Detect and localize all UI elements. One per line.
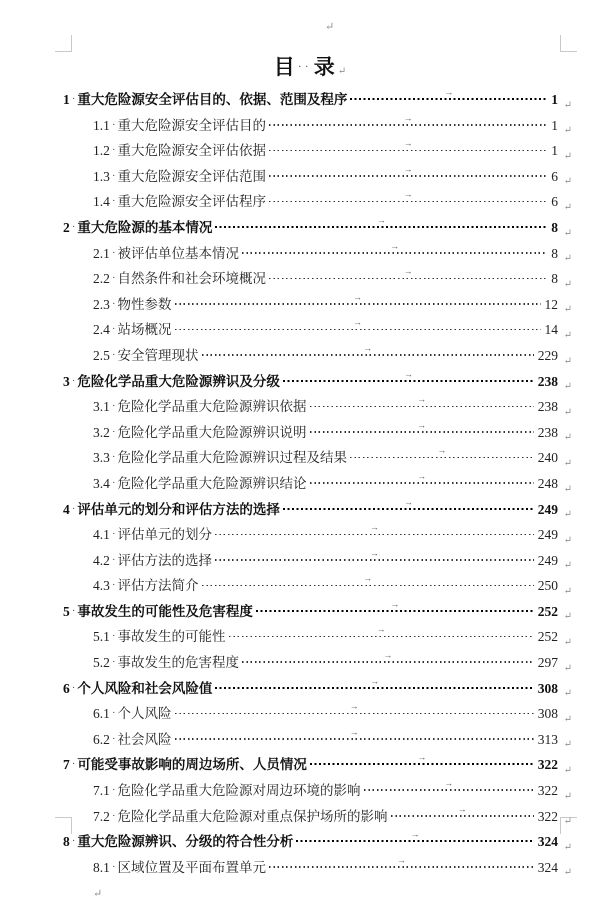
paragraph-mark-icon: ↵: [563, 585, 572, 597]
toc-page-number: 14: [544, 322, 558, 338]
toc-entry[interactable]: [63, 368, 572, 396]
toc-entry-number: 2.1: [93, 245, 110, 261]
space-dot-mark: ·: [111, 118, 116, 131]
paragraph-mark-icon: ↵: [563, 765, 572, 777]
dot-leader-line: [283, 508, 534, 510]
toc-page-number: 308: [537, 706, 558, 722]
toc-entry-number: 6: [63, 680, 70, 696]
toc-entry-label: [93, 574, 199, 600]
space-dot-mark: ·: [111, 809, 116, 822]
tab-mark-icon: →: [403, 163, 413, 174]
toc-entry[interactable]: [63, 803, 572, 831]
toc-entry-label: [93, 190, 266, 216]
toc-entry-number: 7.1: [93, 783, 110, 799]
paragraph-mark-icon: ↵: [563, 253, 572, 265]
toc-entry-label: [63, 370, 280, 396]
tab-mark-icon: →: [410, 829, 420, 840]
space-dots-mark: ··: [297, 59, 312, 73]
tab-mark-icon: →: [417, 752, 427, 763]
space-dot-mark: ·: [111, 707, 116, 720]
space-dot-mark: ·: [111, 348, 116, 361]
toc-entry-number: 7: [63, 757, 70, 773]
dot-leader-line: [215, 687, 533, 689]
paragraph-mark-icon: ↵: [563, 201, 572, 213]
toc-entry-text: 重大危险源安全评估程序: [117, 194, 267, 210]
toc-entry[interactable]: [63, 547, 572, 575]
toc-entry-number: 4.2: [93, 552, 110, 568]
toc-entry-text: 评估单元的划分和评估方法的选择: [77, 501, 280, 517]
dot-leader-line: [310, 763, 534, 765]
toc-entry[interactable]: [63, 163, 572, 191]
toc-entry[interactable]: [63, 470, 572, 498]
toc-entry[interactable]: [63, 317, 572, 344]
toc-entry-label: [93, 549, 212, 575]
paragraph-mark-icon: ↵: [563, 329, 572, 341]
toc-entry-label: [63, 677, 212, 703]
paragraph-mark-icon: ↵: [563, 611, 572, 623]
space-dot-mark: ·: [111, 476, 116, 489]
toc-entry-text: 事故发生的可能性: [117, 629, 226, 645]
toc-page-number: 12: [544, 296, 558, 312]
toc-entry-text: 危险化学品重大危险源对重点保护场所的影响: [117, 808, 388, 824]
toc-entry[interactable]: [63, 419, 572, 447]
toc-page-number: 322: [537, 783, 558, 799]
toc-entry-label: [93, 779, 361, 805]
tab-mark-icon: →: [390, 598, 400, 609]
toc-entry-label: [63, 216, 212, 242]
dot-leader-line: [269, 150, 547, 152]
toc-page-number: 1: [551, 92, 558, 107]
toc-entry[interactable]: [63, 701, 572, 728]
toc-entry-number: 5.1: [93, 629, 110, 645]
paragraph-mark-icon: ↵: [563, 841, 572, 853]
toc-entry-text: 危险化学品重大危险源辨识依据: [117, 399, 307, 415]
toc-entry-label: [63, 600, 253, 626]
toc-entry-number: 4.1: [93, 527, 110, 543]
toc-entry-label: [63, 498, 280, 524]
paragraph-mark-icon: ↵: [563, 662, 572, 674]
paragraph-mark-icon: ↵: [563, 560, 572, 572]
toc-entry-text: 危险化学品重大危险源辨识及分级: [77, 373, 280, 389]
toc-entry-number: 8: [63, 834, 70, 850]
space-dot-mark: ·: [71, 502, 76, 515]
dot-leader-line: [215, 534, 534, 536]
paragraph-mark-icon: ↵: [93, 888, 103, 901]
toc-page-number: 249: [537, 552, 558, 568]
toc-entry-number: 7.2: [93, 808, 110, 824]
toc-page-number: 238: [537, 373, 558, 389]
dot-leader-line: [283, 380, 534, 382]
dot-leader-line: [175, 738, 534, 740]
toc-entry-text: 重大危险源辨识、分级的符合性分析: [77, 834, 294, 850]
tab-mark-icon: →: [444, 87, 454, 97]
toc-entry-text: 评估方法简介: [117, 578, 199, 594]
paragraph-mark-icon: ↵: [563, 534, 572, 546]
paragraph-mark-icon: ↵: [563, 790, 572, 802]
toc-entry[interactable]: [63, 650, 572, 677]
tab-mark-icon: →: [369, 522, 379, 533]
toc-entry-number: 8.1: [93, 859, 110, 875]
toc-entry-number: 4.3: [93, 578, 110, 594]
toc-entry-label: [93, 805, 388, 831]
document-page: [63, 50, 572, 907]
toc-entry[interactable]: [63, 342, 572, 370]
toc-entry-number: 6.1: [93, 706, 110, 722]
dot-leader-line: [202, 354, 534, 356]
dot-leader-line: [310, 406, 534, 408]
toc-page-number: 252: [537, 603, 558, 619]
toc-entry-number: 2.2: [93, 271, 110, 287]
toc-entry-text: 社会风险: [117, 731, 172, 747]
toc-page-number: 238: [537, 424, 558, 440]
dot-leader-line: [391, 815, 534, 817]
toc-entry-label: [93, 472, 307, 498]
tab-mark-icon: →: [403, 368, 413, 379]
toc-entry[interactable]: [63, 778, 572, 805]
toc-entry-number: 2.4: [93, 322, 110, 338]
toc-entry[interactable]: [63, 214, 572, 242]
toc-page-number: 8: [551, 271, 558, 287]
dot-leader-line: [269, 866, 534, 868]
toc-entry[interactable]: [63, 829, 572, 856]
tab-mark-icon: →: [376, 214, 386, 225]
toc-entry-number: 3.3: [93, 450, 110, 466]
space-dot-mark: ·: [111, 860, 116, 873]
toc-entry-label: [93, 318, 172, 344]
toc-entry-label: [93, 421, 307, 447]
toc-entry-number: 3.1: [93, 399, 110, 415]
toc-entry[interactable]: [63, 189, 572, 216]
toc-list: [63, 87, 572, 881]
paragraph-mark-icon: ↵: [563, 406, 572, 418]
toc-entry-label: [93, 446, 347, 472]
tab-mark-icon: →: [417, 419, 427, 430]
toc-page-number: 324: [537, 834, 558, 850]
toc-entry-label: [93, 856, 266, 882]
tab-mark-icon: →: [353, 291, 363, 302]
dot-leader-line: [215, 226, 547, 228]
toc-entry-text: 区域位置及平面布置单元: [117, 859, 267, 875]
toc-entry-number: 3: [63, 373, 70, 389]
toc-entry-label: [93, 625, 226, 651]
space-dot-mark: ·: [111, 195, 116, 208]
tab-mark-icon: →: [437, 445, 447, 456]
toc-entry-label: [93, 293, 172, 319]
toc-entry-number: 3.4: [93, 475, 110, 491]
tab-mark-icon: →: [349, 701, 359, 712]
toc-title[interactable]: [63, 50, 558, 88]
toc-entry-text: 评估方法的选择: [117, 552, 213, 568]
paragraph-mark-icon: ↵: [563, 457, 572, 469]
toc-entry-text: 重大危险源安全评估依据: [117, 143, 267, 159]
toc-entry-text: 重大危险源安全评估范围: [117, 168, 267, 184]
space-dot-mark: ·: [111, 323, 116, 336]
dot-leader-line: [229, 636, 534, 638]
toc-entry-label: [63, 830, 293, 856]
paragraph-mark-icon: ↵: [563, 509, 572, 521]
toc-entry-label: [93, 523, 212, 549]
toc-entry[interactable]: [63, 726, 572, 754]
toc-title-right: 录: [313, 55, 336, 79]
toc-entry-label: [93, 728, 172, 754]
tab-mark-icon: →: [403, 266, 413, 277]
toc-page-number: 249: [537, 527, 558, 543]
tab-mark-icon: →: [403, 112, 413, 123]
dot-leader-line: [175, 303, 541, 305]
toc-entry-text: 个人风险和社会风险值: [77, 680, 213, 696]
paragraph-mark-icon: ↵: [563, 150, 572, 162]
toc-entry[interactable]: [63, 675, 572, 703]
tab-mark-icon: →: [403, 138, 413, 149]
tab-mark-icon: →: [417, 394, 427, 405]
dot-leader-line: [202, 585, 534, 587]
toc-entry-label: [93, 165, 266, 191]
toc-page-number: 240: [537, 450, 558, 466]
tab-mark-icon: →: [349, 726, 359, 737]
toc-entry-number: 2.5: [93, 347, 110, 363]
toc-entry-label: [63, 753, 307, 779]
toc-page-number: 229: [537, 347, 558, 363]
toc-entry-label: [93, 267, 266, 293]
paragraph-mark-icon: ↵: [563, 278, 572, 290]
tab-mark-icon: →: [353, 317, 363, 328]
toc-entry[interactable]: [63, 138, 572, 165]
toc-entry-label: [93, 651, 239, 677]
toc-title-left: 目: [273, 55, 296, 79]
toc-entry-text: 物性参数: [117, 296, 172, 312]
toc-entry-text: 个人风险: [117, 706, 172, 722]
tab-mark-icon: →: [390, 240, 400, 251]
toc-entry-number: 1.2: [93, 143, 110, 159]
paragraph-mark-icon: ↵: [563, 432, 572, 444]
toc-page-number: 248: [537, 475, 558, 491]
toc-page-number: 249: [537, 501, 558, 517]
toc-entry-text: 被评估单位基本情况: [117, 245, 240, 261]
toc-entry-label: [93, 702, 172, 728]
space-dot-mark: ·: [111, 297, 116, 310]
tab-mark-icon: →: [396, 854, 406, 865]
space-dot-mark: ·: [111, 656, 116, 669]
toc-entry[interactable]: [63, 752, 572, 779]
paragraph-mark-icon: ↵: [563, 304, 572, 316]
toc-entry-number: 2: [63, 219, 70, 235]
toc-entry-number: 5: [63, 603, 70, 619]
paragraph-mark-icon: ↵: [563, 99, 572, 111]
toc-page-number: 6: [551, 168, 558, 184]
toc-entry-number: 4: [63, 501, 70, 517]
paragraph-mark-icon: ↵: [563, 713, 572, 725]
toc-entry-number: 3.2: [93, 424, 110, 440]
space-dot-mark: ·: [111, 272, 116, 285]
space-dot-mark: ·: [111, 528, 116, 541]
toc-entry[interactable]: [63, 266, 572, 293]
toc-entry-label: [63, 88, 347, 114]
paragraph-mark-icon: ↵: [563, 816, 572, 828]
tab-mark-icon: →: [370, 675, 380, 686]
tab-mark-icon: →: [363, 342, 373, 353]
toc-entry-text: 危险化学品重大危险源辨识结论: [117, 475, 307, 491]
toc-page-number: 308: [537, 680, 558, 696]
paragraph-mark-icon: ↵: [563, 381, 572, 393]
toc-entry-text: 安全管理现状: [117, 347, 199, 363]
toc-page-number: 1: [551, 143, 558, 159]
dot-leader-line: [256, 610, 534, 612]
paragraph-mark-icon: ↵: [563, 483, 572, 495]
space-dot-mark: ·: [111, 630, 116, 643]
toc-entry-number: 1.3: [93, 168, 110, 184]
toc-entry-text: 重大危险源安全评估目的、依据、范围及程序: [77, 92, 348, 107]
paragraph-mark-icon: ↵: [563, 125, 572, 137]
toc-entry-text: 危险化学品重大危险源辨识过程及结果: [117, 450, 348, 466]
space-dot-mark: ·: [71, 374, 76, 387]
toc-entry-text: 危险化学品重大危险源对周边环境的影响: [117, 783, 361, 799]
toc-entry[interactable]: [63, 87, 572, 114]
space-dot-mark: ·: [111, 732, 116, 745]
dot-leader-line: [175, 713, 534, 715]
dot-leader-line: [215, 559, 534, 561]
space-dot-mark: ·: [111, 784, 116, 797]
dot-leader-line: [242, 252, 547, 254]
space-dot-mark: ·: [111, 400, 116, 413]
toc-entry-text: 评估单元的划分: [117, 527, 213, 543]
toc-entry-text: 自然条件和社会环境概况: [117, 271, 267, 287]
toc-entry-number: 1.1: [93, 117, 110, 133]
paragraph-mark-icon: ↵: [337, 66, 348, 77]
tab-mark-icon: →: [363, 573, 373, 584]
toc-entry-text: 可能受事故影响的周边场所、人员情况: [77, 757, 307, 773]
space-dot-mark: ·: [111, 553, 116, 566]
toc-entry-number: 1.4: [93, 194, 110, 210]
dot-leader-line: [350, 457, 534, 459]
space-dot-mark: ·: [71, 835, 76, 848]
toc-entry-label: [93, 114, 266, 140]
toc-entry[interactable]: [63, 624, 572, 651]
toc-page-number: 322: [537, 808, 558, 824]
toc-entry[interactable]: [63, 496, 572, 524]
space-dot-mark: ·: [71, 220, 76, 233]
paragraph-mark-icon: ↵: [325, 21, 335, 33]
toc-page-number: 297: [537, 655, 558, 671]
tab-mark-icon: →: [369, 547, 379, 558]
space-dot-mark: ·: [111, 579, 116, 592]
dot-leader-line: [296, 840, 533, 842]
toc-entry[interactable]: [63, 598, 572, 626]
tab-mark-icon: →: [383, 650, 393, 661]
tab-mark-icon: →: [457, 803, 467, 814]
space-dot-mark: ·: [111, 425, 116, 438]
tab-mark-icon: →: [444, 778, 454, 789]
toc-entry-label: [93, 395, 307, 421]
paragraph-mark-icon: ↵: [563, 637, 572, 649]
paragraph-mark-icon: ↵: [563, 867, 572, 879]
tab-mark-icon: →: [417, 470, 427, 481]
space-dot-mark: ·: [71, 93, 76, 105]
space-dot-mark: ·: [111, 451, 116, 464]
toc-page-number: 238: [537, 399, 558, 415]
toc-page-number: 8: [551, 219, 558, 235]
paragraph-mark-icon: ↵: [563, 227, 572, 239]
paragraph-mark-icon: ↵: [563, 176, 572, 188]
dot-leader-line: [350, 98, 547, 100]
dot-leader-line: [364, 789, 534, 791]
toc-page-number: 1: [551, 117, 558, 133]
toc-entry-label: [93, 139, 266, 165]
tab-mark-icon: →: [403, 189, 413, 200]
empty-paragraph[interactable]: [63, 881, 558, 907]
toc-entry[interactable]: [63, 854, 572, 882]
space-dot-mark: ·: [71, 758, 76, 771]
paragraph-mark-icon: ↵: [563, 355, 572, 367]
toc-entry-number: 5.2: [93, 655, 110, 671]
toc-page-number: 322: [537, 757, 558, 773]
dot-leader-line: [242, 661, 534, 663]
toc-entry-text: 重大危险源的基本情况: [77, 219, 213, 235]
dot-leader-line: [269, 278, 547, 280]
dot-leader-line: [310, 431, 534, 433]
toc-entry-number: 6.2: [93, 731, 110, 747]
toc-entry-label: [93, 344, 199, 370]
toc-entry-text: 站场概况: [117, 322, 172, 338]
paragraph-mark-icon: ↵: [563, 688, 572, 700]
toc-entry[interactable]: [63, 291, 572, 319]
dot-leader-line: [269, 175, 547, 177]
toc-page-number: 252: [537, 629, 558, 645]
dot-leader-line: [269, 124, 547, 126]
toc-page-number: 324: [537, 859, 558, 875]
dot-leader-line: [175, 329, 541, 331]
toc-entry[interactable]: [63, 112, 572, 140]
dot-leader-line: [310, 482, 534, 484]
toc-page-number: 8: [551, 245, 558, 261]
toc-entry-text: 事故发生的危害程度: [117, 655, 240, 671]
toc-entry-text: 事故发生的可能性及危害程度: [77, 603, 253, 619]
toc-entry-number: 1: [63, 92, 70, 107]
tab-mark-icon: →: [403, 496, 413, 507]
toc-entry[interactable]: [63, 573, 572, 600]
paragraph-mark-icon: ↵: [563, 739, 572, 751]
toc-page-number: 250: [537, 578, 558, 594]
toc-entry-number: 2.3: [93, 296, 110, 312]
toc-entry-text: 危险化学品重大危险源辨识说明: [117, 424, 307, 440]
toc-entry[interactable]: [63, 240, 572, 268]
toc-entry[interactable]: [63, 394, 572, 421]
text-boundary-mark-top-right: [560, 35, 577, 52]
toc-page-number: 313: [537, 731, 558, 747]
dot-leader-line: [269, 201, 547, 203]
space-dot-mark: ·: [111, 144, 116, 157]
space-dot-mark: ·: [111, 169, 116, 182]
toc-entry-label: [93, 242, 239, 268]
toc-entry-text: 重大危险源安全评估目的: [117, 117, 267, 133]
toc-entry[interactable]: [63, 445, 572, 472]
space-dot-mark: ·: [71, 681, 76, 694]
tab-mark-icon: →: [376, 624, 386, 635]
toc-entry[interactable]: [63, 522, 572, 549]
space-dot-mark: ·: [111, 246, 116, 259]
toc-page-number: 6: [551, 194, 558, 210]
space-dot-mark: ·: [71, 604, 76, 617]
